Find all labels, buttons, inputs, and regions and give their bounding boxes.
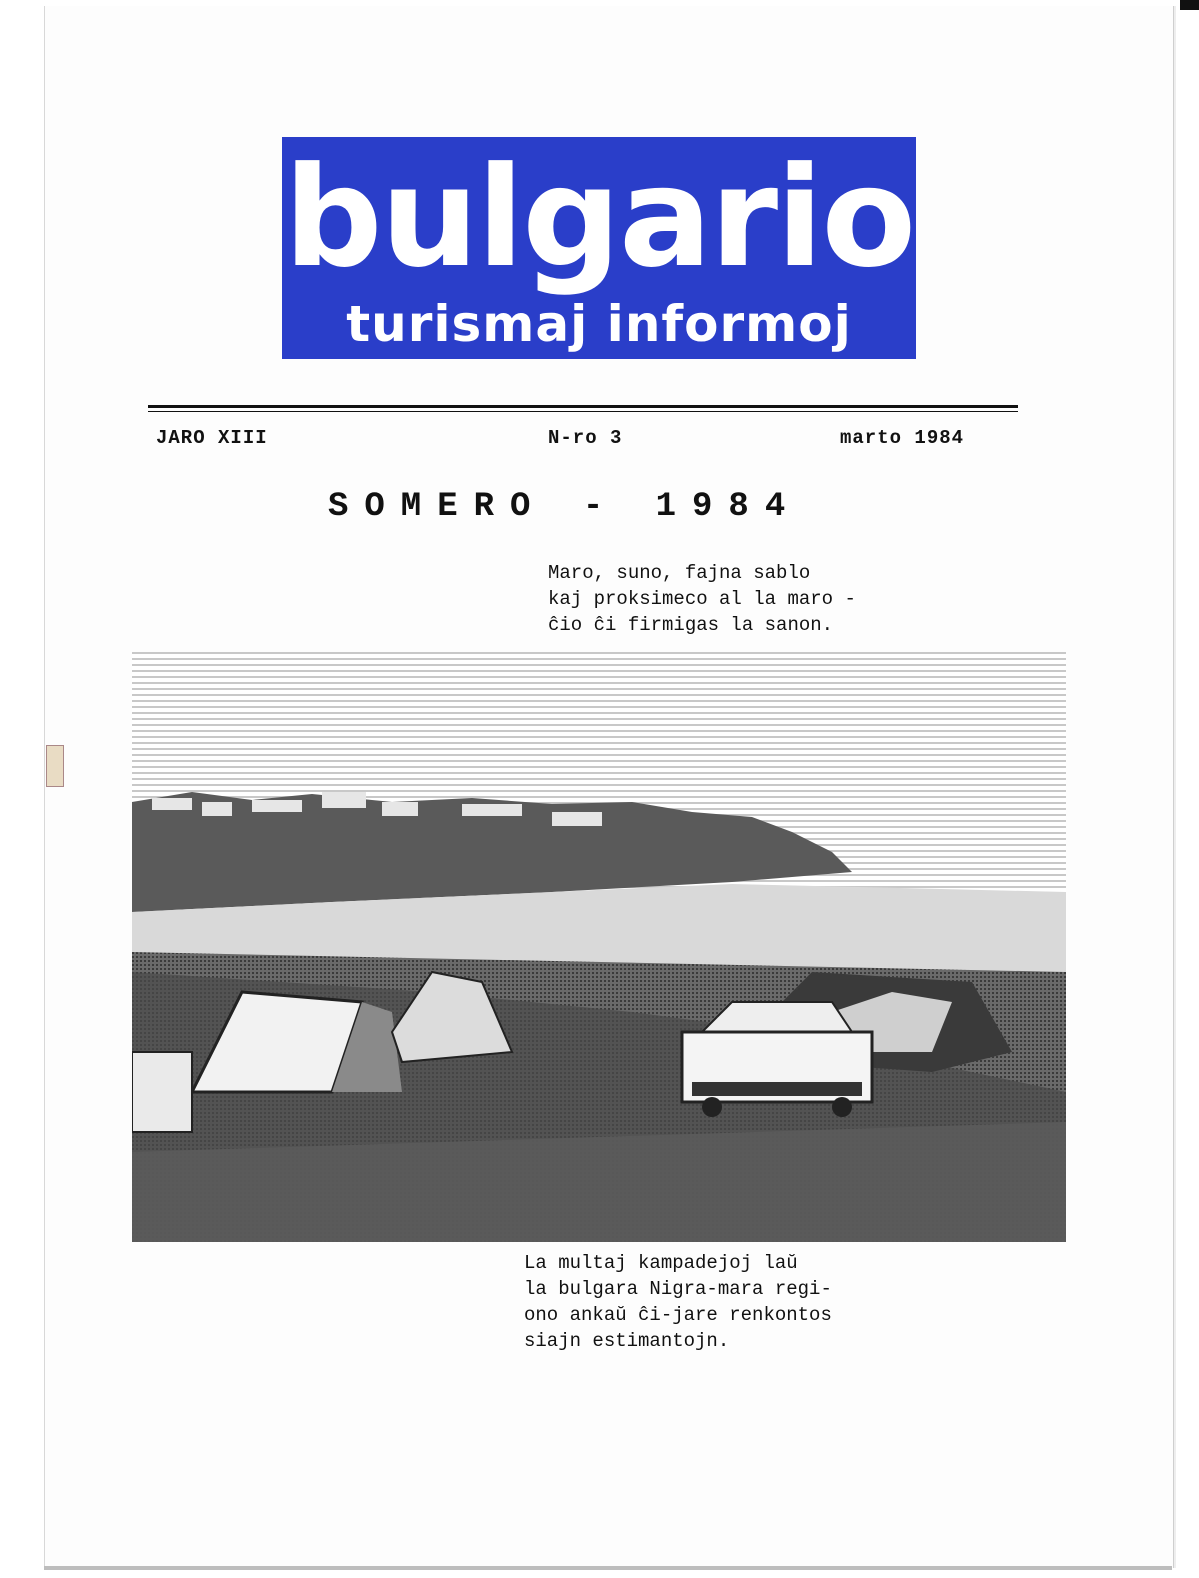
issue-year: JARO XIII bbox=[156, 427, 268, 449]
campsite-photo-illustration bbox=[132, 652, 1066, 1242]
caption-line-3: ono ankaŭ ĉi-jare renkontos bbox=[524, 1304, 832, 1326]
header-rule bbox=[148, 405, 1018, 408]
headline: SOMERO - 1984 bbox=[328, 488, 802, 526]
masthead-subtitle: turismaj informoj bbox=[346, 295, 852, 353]
masthead bbox=[282, 137, 916, 359]
staple bbox=[46, 745, 64, 787]
scan-corner bbox=[1180, 0, 1199, 10]
issue-date: marto 1984 bbox=[840, 427, 965, 449]
page-bottom-edge bbox=[44, 1566, 1172, 1570]
verse-line-1: Maro, suno, fajna sablo bbox=[548, 562, 811, 584]
photo-caption bbox=[524, 1250, 832, 1354]
caption-line-2: la bulgara Nigra-mara regi- bbox=[524, 1278, 832, 1300]
caption-line-1: La multaj kampadejoj laŭ bbox=[524, 1252, 798, 1274]
issue-number: N-ro 3 bbox=[548, 427, 623, 449]
campsite-photo bbox=[132, 652, 1066, 1242]
caption-line-4: siajn estimantojn. bbox=[524, 1330, 730, 1352]
masthead-title: bulgario bbox=[283, 137, 915, 298]
verse bbox=[548, 560, 856, 638]
car-left bbox=[132, 1052, 192, 1132]
verse-line-3: ĉio ĉi firmigas la sanon. bbox=[548, 614, 834, 636]
verse-line-2: kaj proksimeco al la maro - bbox=[548, 588, 856, 610]
header-rule-thin bbox=[148, 411, 1018, 412]
